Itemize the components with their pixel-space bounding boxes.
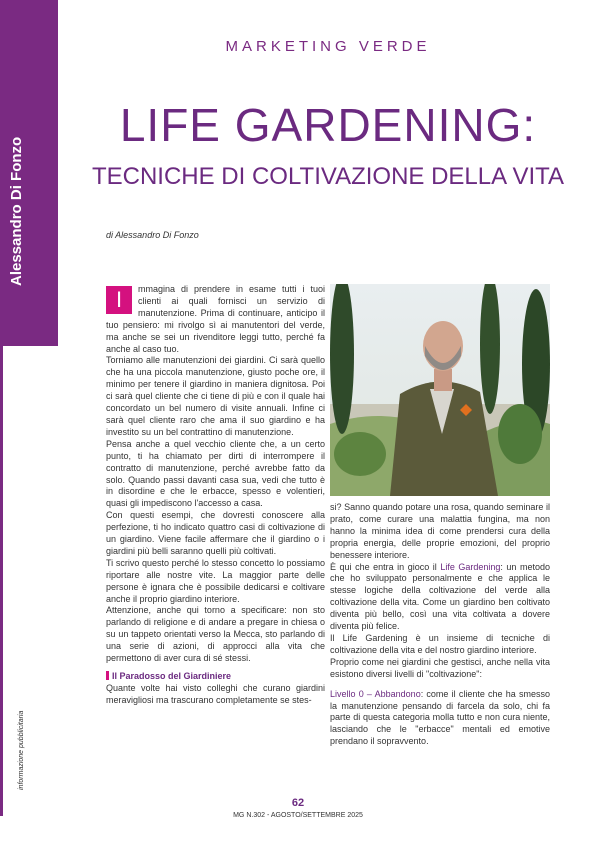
article-subtitle: TECNICHE DI COLTIVAZIONE DELLA VITA: [91, 163, 565, 190]
paragraph: Torniamo alle manutenzioni dei giardini. Ci sarà quello che ha una piccola manutenzione, giusto poche ore, il minimo per tenere il giardino in maniera dignitosa. Poi ci sarà quel cliente che ci tiene di più e con il quale hai concordato un bel numero di visite annuali. Infine ci sarà quel cliente raro che ama il suo giardino e ha investito su un bel contrattino di manutenzione.: [106, 355, 325, 437]
paragraph: si? Sanno quando potare una rosa, quando seminare il prato, come curare una malattia fungina, ma non hanno la minima idea di come prendersi cura della propria energia, delle proprie emozioni, del proprio benessere interiore.: [330, 502, 550, 560]
text-column-right: [330, 502, 550, 748]
subheading: Il Paradosso del Giardiniere: [106, 671, 325, 683]
article-title: LIFE GARDENING:: [119, 99, 537, 151]
byline: di Alessandro Di Fonzo: [106, 230, 199, 240]
paragraph: Ti scrivo questo perché lo stesso concetto lo possiamo riportare alle nostre vite. La maggior parte delle persone è ignara che è possibile dedicarsi e coltivare anche il proprio giardino interiore.: [106, 557, 325, 604]
author-photo: [330, 284, 550, 496]
edge-line: [0, 346, 3, 816]
drop-cap: I: [106, 286, 132, 314]
page-number: 62: [291, 797, 305, 809]
section-heading: MARKETING VERDE: [225, 38, 431, 55]
portrait-illustration: [330, 284, 550, 496]
level-label: Livello 0 – Abbandono: [330, 688, 421, 699]
paragraph: È qui che entra in gioco il Life Gardening: un metodo che ho sviluppato personalmente e che applica le stesse logiche della coltivazione del verde alla coltivazione della vita. Come un giardino ben coltivato diventa più bello, così una vita coltivata a dovere diventa più felice.: [330, 561, 550, 632]
highlight-term: Life Gardening: [440, 561, 501, 572]
paragraph: Livello 0 – Abbandono: come il cliente che ha smesso la manutenzione pensando di farcela da solo, chi fa parte di questa categoria molla tutto e non cura niente, lasciando che le "erbacce" mentali ed emotive prendano il sopravvento.: [330, 688, 550, 747]
paragraph: I mmagina di prendere in esame tutti i tuoi clienti ai quali fornisci un servizio di manutenzione. Prima di continuare, anticipo il tuo pensiero: mi rivolgo sì ai manutentori del verde, ma anche se sei un rivenditore leggi tutto, perché fa anche al caso tuo.: [106, 284, 325, 354]
author-name-vertical: Alessandro Di Fonzo: [8, 136, 25, 286]
paragraph: Con questi esempi, che dovresti conoscere alla perfezione, ti ho indicato quattro casi di coltivazione di un giardino. Viene facile affermare che il giardino o i giardini più belli saranno quelli più coltivati.: [106, 510, 325, 556]
paragraph: Il Life Gardening è un insieme di tecniche di coltivazione della vita e del nostro giardino interiore.: [330, 632, 550, 655]
author-side-tab: [0, 0, 58, 346]
paragraph: Pensa anche a quel vecchio cliente che, a un certo punto, ti ha chiamato per dirti di interrompere il contratto di manutenzione, perché avrebbe fatto da solo. Quando passi davanti casa sua, vedi che tutto è in disordine e che le erbacce, spesso e volentieri, quasi gli impediscono l'accesso a casa.: [106, 438, 325, 509]
text-column-left: [106, 284, 325, 707]
paragraph: Attenzione, anche qui torno a specificare: non sto parlando di religione e di andare a pregare in chiesa o su un tappeto orientati verso la Mecca, sto parlando di una serie di azioni, di approcci alla vita che permettono di aver cura di sé stessi.: [106, 605, 325, 664]
paragraph: Proprio come nei giardini che gestisci, anche nella vita esistono diversi livelli di "coltivazione":: [330, 656, 550, 679]
paragraph: Quante volte hai visto colleghi che curano giardini meravigliosi ma trascurano completamente se stes-: [106, 682, 325, 705]
advertorial-note: informazione pubblicitaria: [18, 710, 25, 790]
footer-issue: MG N.302 - AGOSTO/SETTEMBRE 2025: [233, 812, 363, 819]
